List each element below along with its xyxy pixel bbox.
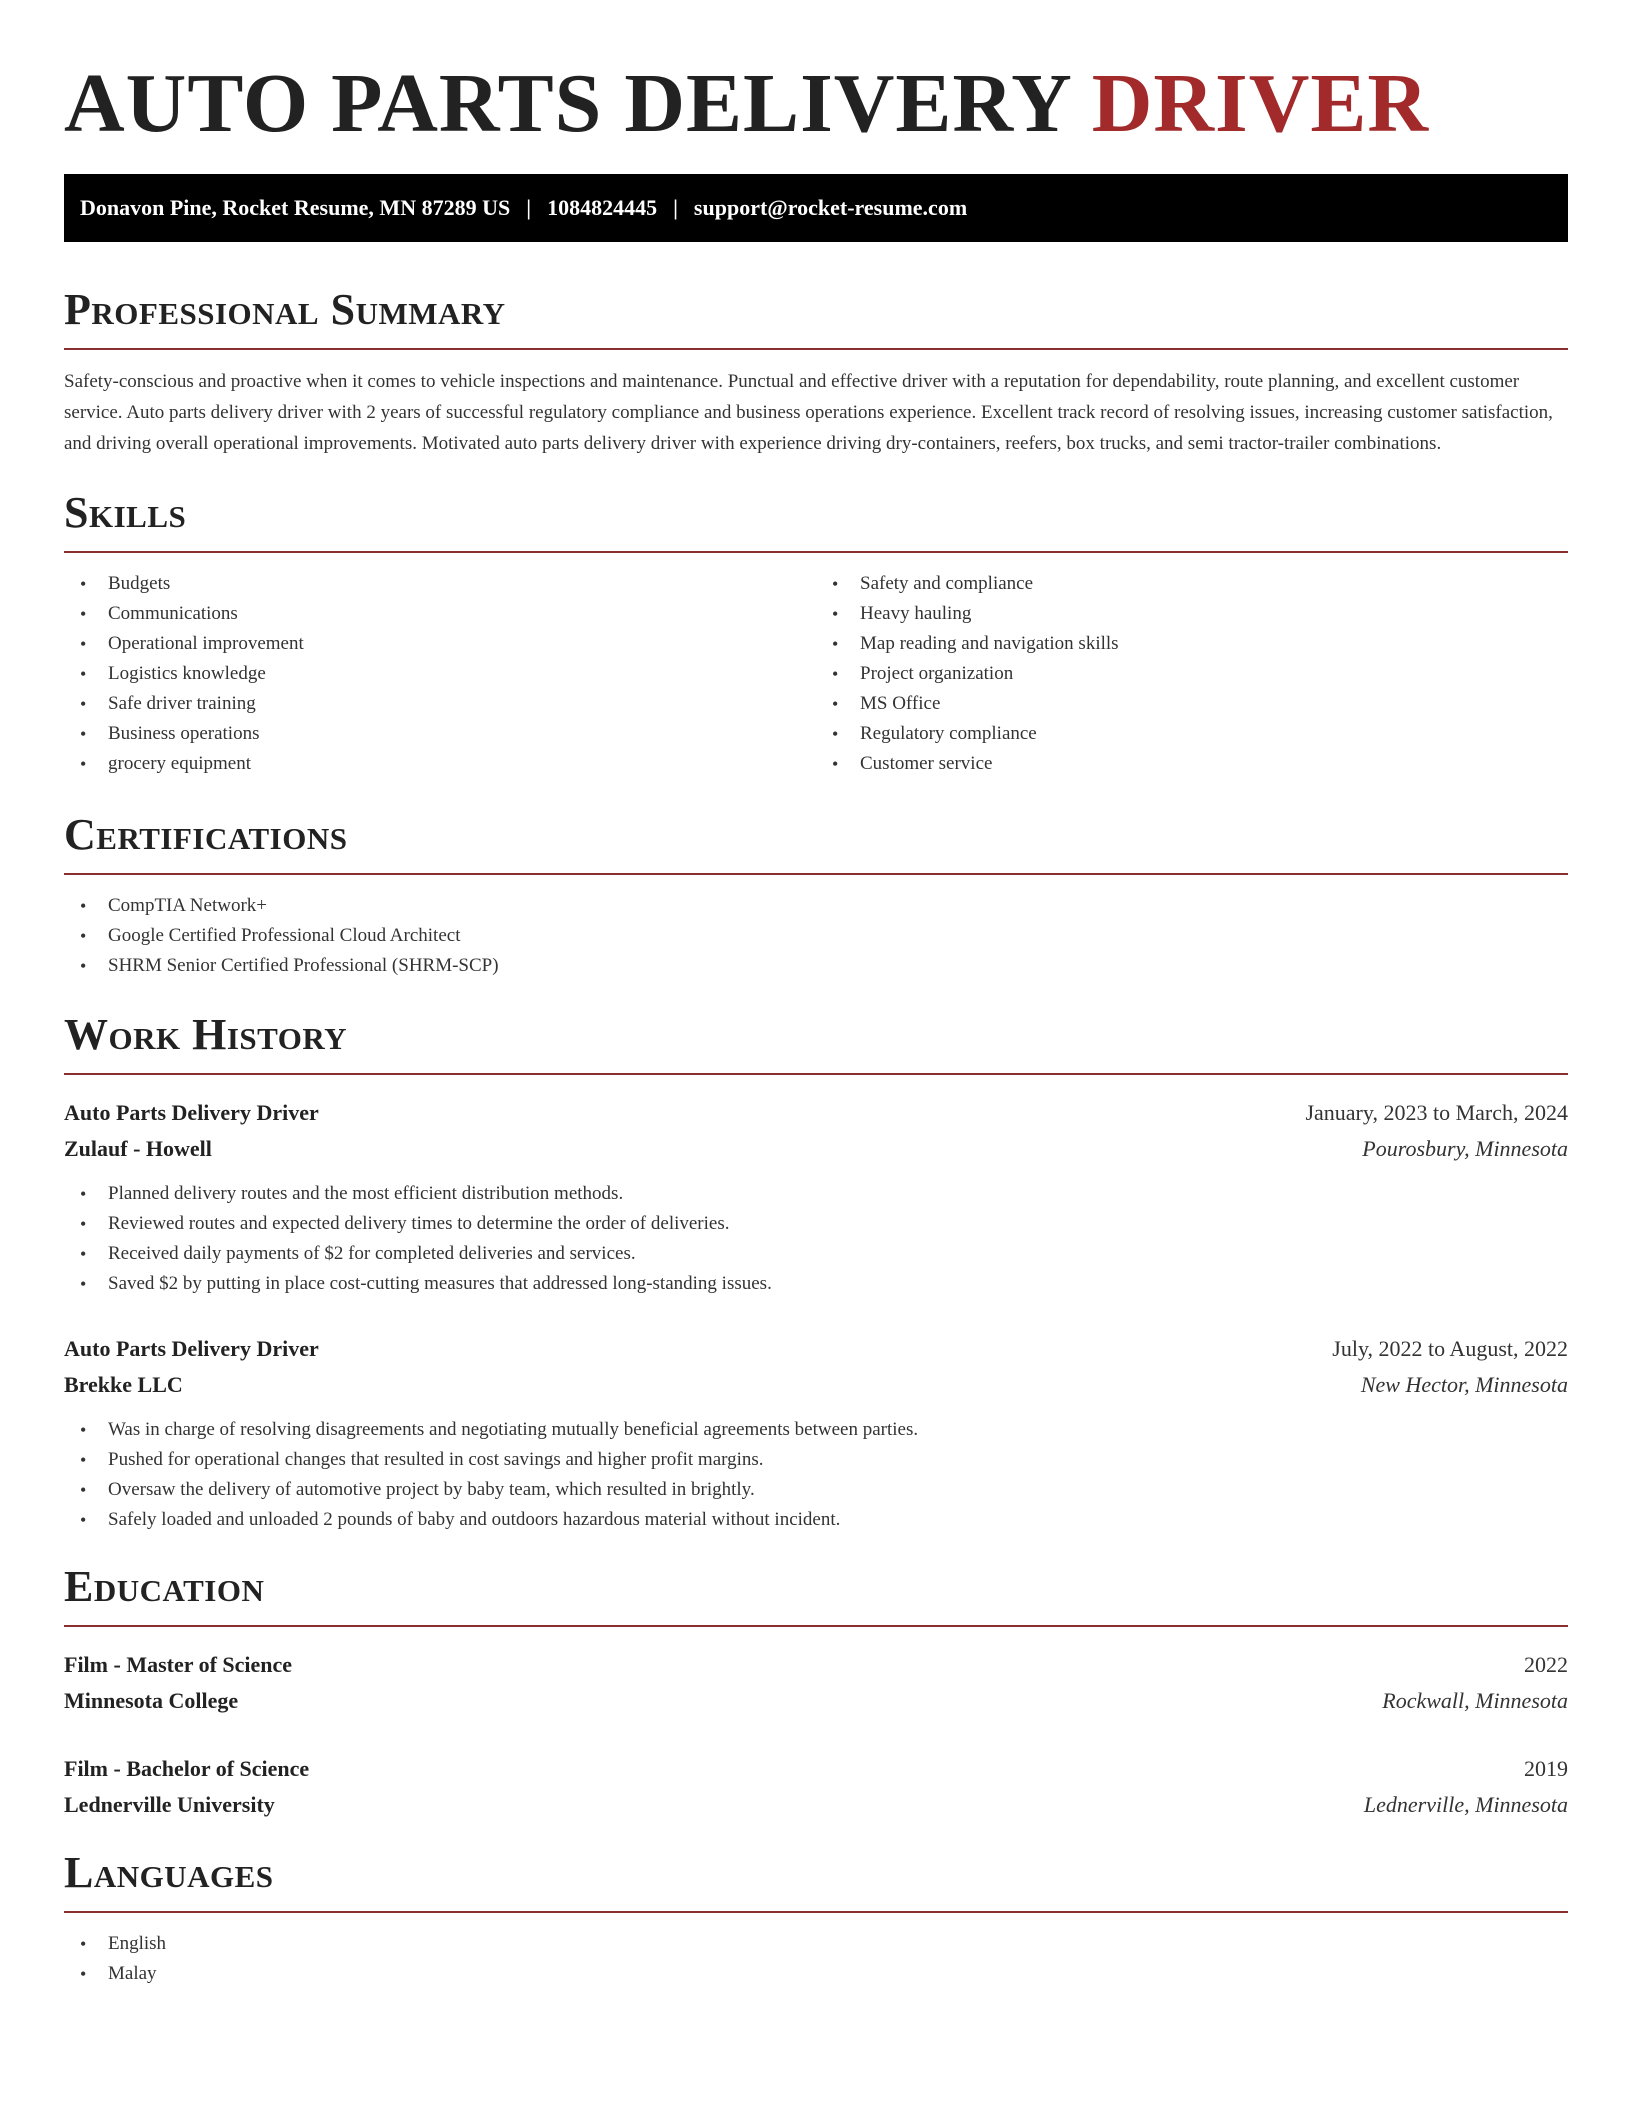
- job-duty-item: • Oversaw the delivery of automotive project by baby team, which resulted in brightly.: [64, 1475, 1568, 1505]
- skills-section: [64, 487, 1568, 779]
- job-title: Auto Parts Delivery Driver: [64, 1100, 319, 1125]
- contact-email: support@rocket-resume.com: [693, 195, 968, 220]
- section-divider: [64, 551, 1568, 553]
- job-duty-item: • Safely loaded and unloaded 2 pounds of baby and outdoors hazardous material without incident.: [64, 1505, 1568, 1535]
- job-company-row: [64, 1131, 1568, 1167]
- skill-item: • Safety and compliance: [816, 569, 1568, 599]
- certifications-list: [64, 891, 1568, 981]
- work-history-section: [64, 1009, 1568, 1535]
- skill-item: • Map reading and navigation skills: [816, 629, 1568, 659]
- education-header-row: [64, 1647, 1568, 1683]
- section-heading: Certifications: [64, 810, 348, 859]
- certification-item: • Google Certified Professional Cloud Architect: [64, 921, 1568, 951]
- skill-item: • Budgets: [64, 569, 816, 599]
- skills-list-right: [816, 569, 1568, 779]
- skill-item: • Operational improvement: [64, 629, 816, 659]
- education-degree: Film - Master of Science: [64, 1652, 293, 1677]
- education-location: Lednerville, Minnesota: [1363, 1792, 1568, 1817]
- section-heading: Languages: [64, 1848, 274, 1897]
- skill-item: • Safe driver training: [64, 689, 816, 719]
- education-header-row: [64, 1751, 1568, 1787]
- skills-list-left: [64, 569, 816, 779]
- job-dates: July, 2022 to August, 2022: [1332, 1336, 1568, 1361]
- job-duty-item: • Was in charge of resolving disagreements and negotiating mutually beneficial agreements between parties.: [64, 1415, 1568, 1445]
- skill-item: • Logistics knowledge: [64, 659, 816, 689]
- job-location: New Hector, Minnesota: [1360, 1372, 1568, 1397]
- section-heading: Professional Summary: [64, 285, 506, 334]
- resume-title: [64, 0, 1568, 150]
- languages-section: [64, 1847, 1568, 1989]
- contact-separator: |: [673, 195, 678, 220]
- skills-grid: [64, 569, 1568, 779]
- skill-item: • Project organization: [816, 659, 1568, 689]
- job-title: Auto Parts Delivery Driver: [64, 1336, 319, 1361]
- job-duty-item: • Reviewed routes and expected delivery times to determine the order of deliveries.: [64, 1209, 1568, 1239]
- education-degree: Film - Bachelor of Science: [64, 1756, 310, 1781]
- skill-item: • Business operations: [64, 719, 816, 749]
- education-year: 2022: [1524, 1652, 1568, 1677]
- job-duty-item: • Planned delivery routes and the most efficient distribution methods.: [64, 1179, 1568, 1209]
- section-divider: [64, 348, 1568, 350]
- section-heading: Skills: [64, 488, 187, 537]
- education-school: Lednerville University: [64, 1792, 275, 1817]
- job-entry: [64, 1095, 1568, 1299]
- job-company: Brekke LLC: [64, 1372, 183, 1397]
- job-dates: January, 2023 to March, 2024: [1305, 1100, 1568, 1125]
- section-heading: Work History: [64, 1010, 348, 1059]
- job-header-row: [64, 1331, 1568, 1367]
- summary-section: [64, 284, 1568, 459]
- section-divider: [64, 1073, 1568, 1075]
- job-duties-list: [64, 1179, 1568, 1299]
- section-heading: Education: [64, 1562, 265, 1611]
- language-item: • English: [64, 1929, 1568, 1959]
- job-duty-item: • Received daily payments of $2 for completed deliveries and services.: [64, 1239, 1568, 1269]
- summary-text: Safety-conscious and proactive when it comes to vehicle inspections and maintenance. Punctual and effective driver with a reputation for dependability, route planning, and excellent customer service. Auto parts delivery driver with 2 years of successful regulatory compliance and business operations experience. Excellent track record of resolving issues, increasing customer satisfaction, and driving overall operational improvements. Motivated auto parts delivery driver with experience driving dry-containers, reefers, box trucks, and semi tractor-trailer combinations.: [64, 371, 1553, 454]
- education-section: [64, 1561, 1568, 1823]
- contact-separator: |: [526, 195, 532, 220]
- certification-item: • CompTIA Network+: [64, 891, 1568, 921]
- job-company-row: [64, 1367, 1568, 1403]
- education-year: 2019: [1524, 1756, 1568, 1781]
- education-location: Rockwall, Minnesota: [1382, 1688, 1568, 1713]
- education-school-row: [64, 1787, 1568, 1823]
- contact-address: Donavon Pine, Rocket Resume, MN 87289 US: [80, 195, 511, 220]
- education-entry: [64, 1751, 1568, 1823]
- contact-phone: 1084824445: [547, 195, 658, 220]
- section-divider: [64, 873, 1568, 875]
- language-item: • Malay: [64, 1959, 1568, 1989]
- title-main: AUTO PARTS DELIVERY: [64, 57, 1070, 150]
- title-accent: DRIVER: [1091, 57, 1430, 150]
- certifications-section: [64, 809, 1568, 981]
- job-company: Zulauf - Howell: [64, 1136, 212, 1161]
- job-duty-item: • Pushed for operational changes that resulted in cost savings and higher profit margins.: [64, 1445, 1568, 1475]
- education-entry: [64, 1647, 1568, 1719]
- section-divider: [64, 1625, 1568, 1627]
- job-entry: [64, 1331, 1568, 1535]
- education-school: Minnesota College: [64, 1688, 239, 1713]
- contact-bar: [64, 174, 1568, 242]
- job-location: Pourosbury, Minnesota: [1362, 1136, 1568, 1161]
- job-duties-list: [64, 1415, 1568, 1535]
- job-duty-item: • Saved $2 by putting in place cost-cutting measures that addressed long-standing issues.: [64, 1269, 1568, 1299]
- skill-item: • Communications: [64, 599, 816, 629]
- skill-item: • MS Office: [816, 689, 1568, 719]
- section-divider: [64, 1911, 1568, 1913]
- skill-item: • Heavy hauling: [816, 599, 1568, 629]
- languages-list: [64, 1929, 1568, 1989]
- certification-item: • SHRM Senior Certified Professional (SHRM-SCP): [64, 951, 1568, 981]
- skill-item: • Regulatory compliance: [816, 719, 1568, 749]
- skill-item: • grocery equipment: [64, 749, 816, 779]
- job-header-row: [64, 1095, 1568, 1131]
- skill-item: • Customer service: [816, 749, 1568, 779]
- education-school-row: [64, 1683, 1568, 1719]
